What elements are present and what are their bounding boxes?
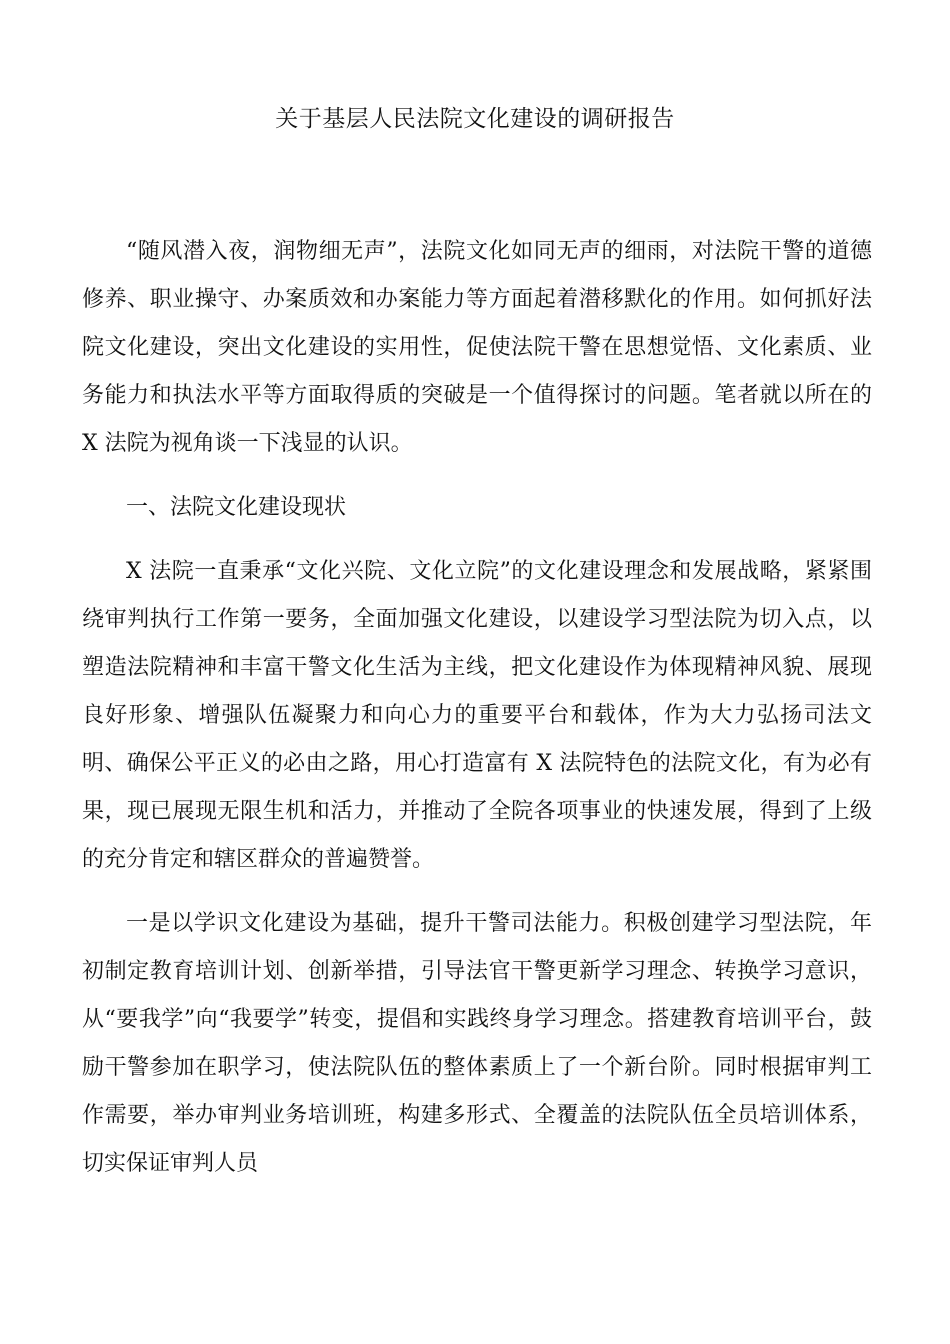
section-heading: 一、法院文化建设现状 bbox=[126, 495, 347, 520]
paragraph-point-one: 一是以学识文化建设为基础，提升干警司法能力。积极创建学习型法院，年初制定教育培训计划、创新举措，引导法官干警更新学习理念、转换学习意识，从“要我学”向“我要学”转变，提倡和实践终身学习理念。搭建教育培训平台，鼓励干警参加在职学习，使法院队伍的整体素质上了一个新台阶。同时根据审判工作需要，举办审判业务培训班，构建多形式、全覆盖的法院队伍全员培训体系，切实保证审判人员 bbox=[82, 911, 872, 1176]
paragraph-intro: “随风潜入夜，润物细无声”，法院文化如同无声的细雨，对法院干警的道德修养、职业操守、办案质效和办案能力等方面起着潜移默化的作用。如何抓好法院文化建设，突出文化建设的实用性，促使法院干警在思想觉悟、文化素质、业务能力和执法水平等方面取得质的突破是一个值得探讨的问题。笔者就以所在的 X 法院为视角谈一下浅显的认识。 bbox=[82, 239, 872, 456]
paragraph-status: X 法院一直秉承“文化兴院、文化立院”的文化建设理念和发展战略，紧紧围绕审判执行工作第一要务，全面加强文化建设，以建设学习型法院为切入点，以塑造法院精神和丰富干警文化生活为主线，把文化建设作为体现精神风貌、展现良好形象、增强队伍凝聚力和向心力的重要平台和载体，作为大力弘扬司法文明、确保公平正义的必由之路，用心打造富有 X 法院特色的法院文化，有为必有果，现已展现无限生机和活力，并推动了全院各项事业的快速发展，得到了上级的充分肯定和辖区群众的普遍赞誉。 bbox=[82, 559, 872, 872]
document-body bbox=[82, 228, 872, 1204]
document-title: 关于基层人民法院文化建设的调研报告 bbox=[275, 106, 675, 132]
